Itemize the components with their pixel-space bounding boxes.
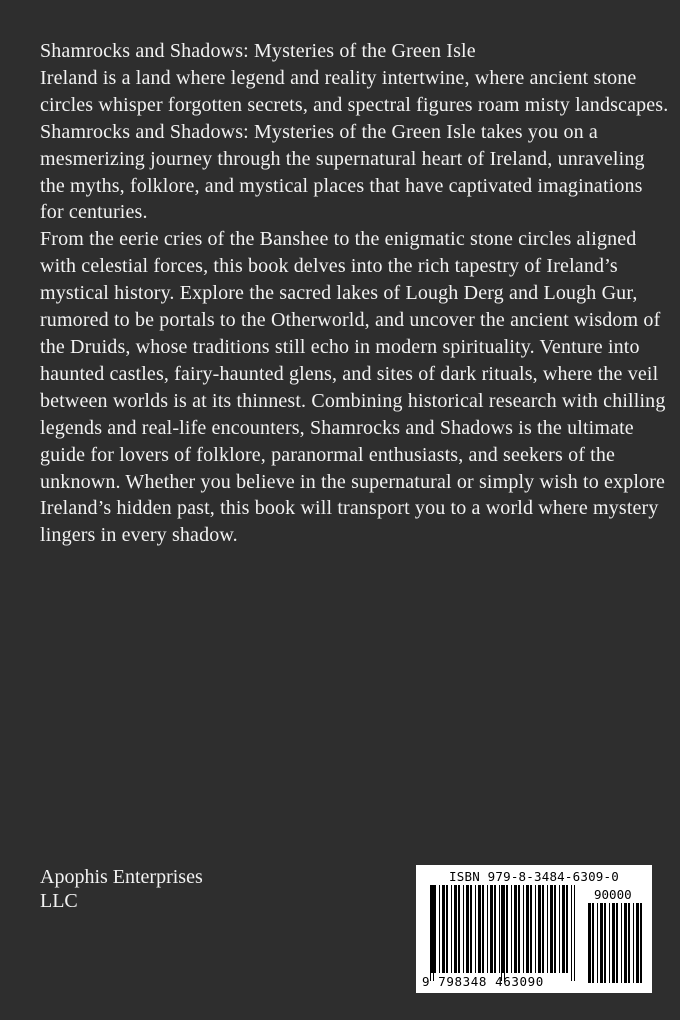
barcode-bar	[628, 903, 630, 983]
barcode-bar	[592, 903, 594, 983]
barcode-bar	[542, 885, 544, 973]
barcode-bar	[466, 885, 469, 973]
barcode-bar	[588, 903, 591, 983]
barcode-bar	[482, 885, 484, 973]
barcode-bar	[439, 885, 440, 973]
barcode-guard-bar	[574, 885, 575, 981]
barcode-bar	[604, 903, 606, 983]
barcode-bar	[562, 885, 565, 973]
isbn-digits: 9 798348 463090	[422, 974, 544, 989]
barcode-bar	[518, 885, 520, 973]
barcode-bar	[490, 885, 493, 973]
barcode-bar	[597, 903, 598, 983]
publisher-line-2: LLC	[40, 890, 78, 912]
barcode-bar	[526, 885, 529, 973]
barcode-bar	[494, 885, 496, 973]
barcode-bar	[458, 885, 460, 973]
barcode-bar	[547, 885, 548, 973]
barcode-bar	[511, 885, 512, 973]
barcode-bar	[475, 885, 476, 973]
barcode-bar	[600, 903, 603, 983]
barcode-bar	[530, 885, 532, 973]
barcode-bar	[535, 885, 536, 973]
barcode-bar	[559, 885, 560, 973]
barcode-bar	[612, 903, 615, 983]
barcode-bar	[478, 885, 481, 973]
isbn-label: ISBN 979-8-3484-6309-0	[449, 869, 619, 884]
barcode-bar	[538, 885, 541, 973]
barcode-bar	[487, 885, 488, 973]
barcode-guard-bar	[433, 885, 434, 981]
blurb-paragraph-2: From the eerie cries of the Banshee to the enigmatic stone circles aligned with celestial forces, this book delves into the rich tapestry of Ireland’s mystical history. Explore the sacred lakes of Lough Derg and Lough Gur, rumored to be portals to the Otherworld, and uncover the ancient wisdom of the Druids, whose traditions still echo in modern spirituality. Venture into haunted castles, fairy-haunted glens, and sites of dark rituals, where the veil between worlds is at its thinnest. Combining historical research with chilling legends and real-life encounters, Shamrocks and Shadows is the ultimate guide for lovers of folklore, paranormal enthusiasts, and seekers of the unknown. Whether you believe in the supernatural or simply wish to explore Ireland’s hidden past, this book will transport you to a world where mystery lingers in every shadow.	[40, 228, 666, 547]
barcode-bar	[434, 885, 436, 973]
barcode-bar	[523, 885, 524, 973]
blurb-paragraph-1: Ireland is a land where legend and reality intertwine, where ancient stone circles whisper forgotten secrets, and spectral figures roam misty landscapes. Shamrocks and Shadows: Mysteries of the Green Isle takes you on a mesmerizing journey through the supernatural heart of Ireland, unraveling the myths, folklore, and mystical places that have captivated imaginations for centuries.	[40, 66, 669, 224]
barcode-bar	[550, 885, 553, 973]
barcode-guard-bar	[504, 885, 505, 981]
barcode-bar	[470, 885, 472, 973]
barcode-bar	[616, 903, 618, 983]
barcode-bar	[566, 885, 568, 973]
barcode-bar	[640, 903, 642, 983]
publisher-line-1: Apophis Enterprises	[40, 866, 203, 888]
barcode-bar	[442, 885, 445, 973]
barcode-bar	[446, 885, 448, 973]
price-code: 90000	[594, 887, 632, 902]
barcode-bar	[463, 885, 464, 973]
barcode-bar	[624, 903, 627, 983]
barcode-bar	[609, 903, 610, 983]
barcode-guard-bar	[501, 885, 502, 981]
isbn-barcode-box	[416, 865, 652, 993]
barcode-bar	[621, 903, 622, 983]
blurb-title: Shamrocks and Shadows: Mysteries of the Green Isle	[40, 40, 476, 62]
barcode-bar	[506, 885, 508, 973]
back-cover-blurb	[40, 38, 670, 549]
barcode-guard-bar	[571, 885, 572, 981]
barcode-guard-bar	[430, 885, 431, 981]
barcode-bar	[451, 885, 452, 973]
barcode-bar	[636, 903, 639, 983]
barcode-bar	[454, 885, 457, 973]
barcode-bar	[514, 885, 517, 973]
barcode-bar	[633, 903, 634, 983]
barcode-bar	[499, 885, 500, 973]
barcode-bar	[554, 885, 556, 973]
publisher-name	[40, 865, 280, 913]
